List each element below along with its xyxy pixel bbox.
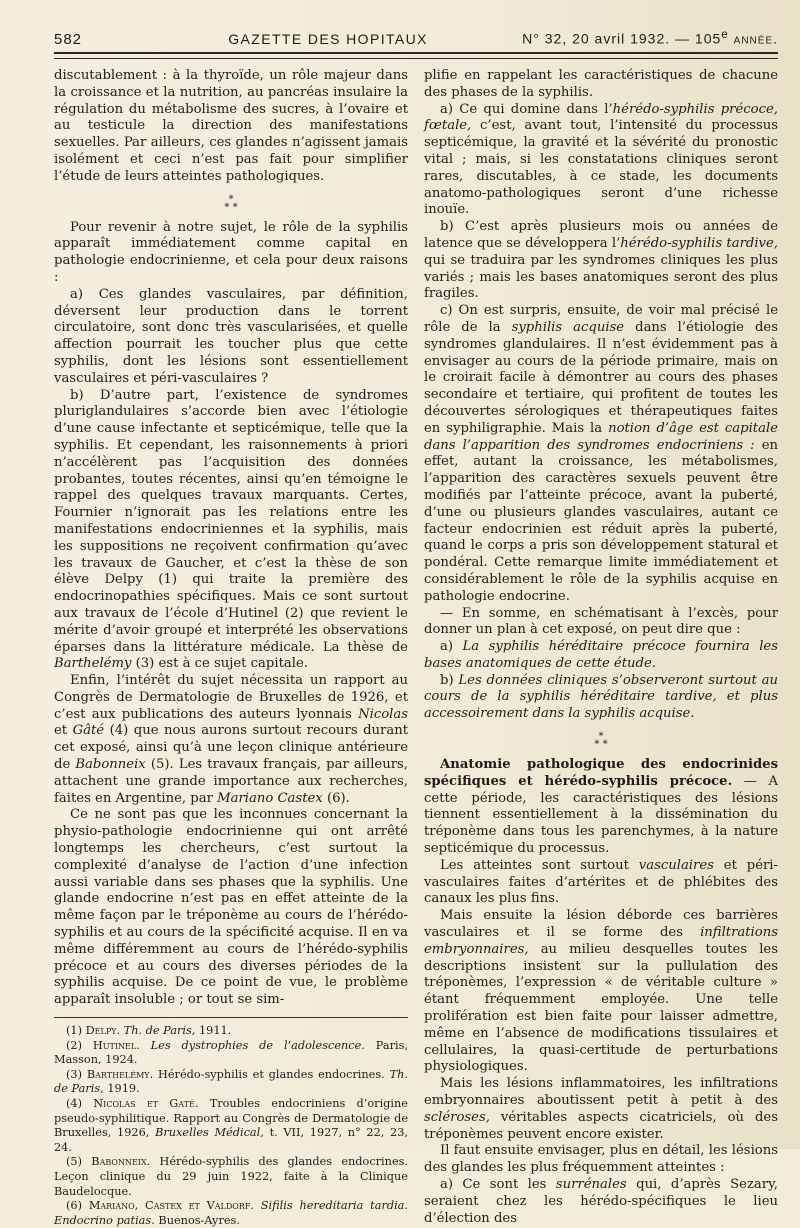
paragraph: Mais ensuite la lésion déborde ces barrières vasculaires et il se forme des infiltrations embryonnaires, au milieu desquelles toutes les descriptions insistent sur la pullulation des tréponèmes, l’expression « de véritable culture » étant fréquemment employée. Une telle prolifération est bien faite pour laisser admettre, même en l’absence de modifications tissulaires et cellulaires, la quasi-certitude de perturbations physiologiques.: [424, 908, 778, 1075]
section-separator: * * *: [594, 731, 608, 751]
journal-title: GAZETTE DES HOPITAUX: [228, 30, 428, 47]
left-column: [54, 68, 409, 1227]
footnote: (1) Delpy. Th. de Paris, 1911.: [66, 1024, 232, 1038]
section-separator: * * *: [224, 193, 238, 213]
footnote: (6) Mariano, Castex et Valdorf. Sifilis hereditaria tardia. Endocrino patias. Buenos-Ayres.: [54, 1199, 409, 1227]
right-column: [424, 68, 778, 1226]
paragraph: discutablement : à la thyroïde, un rôle majeur dans la croissance et la nutrition, au pancréas insulaire la régulation du métabolisme des sucres, à l’ovaire et au testicule la direction des manifestations sexuelles. Par ailleurs, ces glandes n’agissent jamais isolément et ceci n’est pas fait pour simplifier l’étude de leurs atteintes pathologiques.: [54, 68, 408, 184]
header-rule: [54, 52, 778, 54]
paragraph: Enfin, l’intérêt du sujet nécessita un rapport au Congrès de Dermatologie de Bruxelles de 1926, et c’est aux publications des auteurs lyonnais Nicolas et Gâté (4) que nous aurons surtout recours durant cet exposé, ainsi qu’à une leçon clinique antérieure de Babonneix (5). Les travaux français, par ailleurs, attachent une grande importance aux recherches, faites en Argentine, par Mariano Castex (6).: [54, 673, 408, 806]
paragraph: Pour revenir à notre sujet, le rôle de la syphilis apparaît immédiatement comme capital en pathologie endocrinienne, et cela pour deux raisons :: [54, 219, 408, 285]
footnote: (3) Barthelémy. Hérédo-syphilis et glandes endocrines. Th. de Paris, 1919.: [54, 1067, 408, 1096]
page-number: 582: [54, 30, 83, 48]
footnote: (4) Nicolas et Gaté. Troubles endocriniens d’origine pseudo-syphilitique. Rapport au Congrès de Dermatologie de Bruxelles, 1926, Bruxelles Médical, t. VII, 1927, n° 22, 23, 24.: [54, 1097, 409, 1154]
issue-info: N° 32, 20 avril 1932. — 105e année.: [522, 28, 778, 47]
footnote: (2) Hutinel. Les dystrophies de l’adolescence. Paris, Masson, 1924.: [54, 1038, 409, 1067]
footnote-rule: [54, 1017, 408, 1018]
paragraph: Ce ne sont pas que les inconnues concernant la physio-pathologie endocrinienne qui ont arrêté longtemps les chercheurs, c’est surtout la complexité d’analyse de l’action d’une infection aussi variable dans ses phases que la syphilis. Une glande endocrine n’est pas en effet atteinte de la même façon par le tréponème au cours de l’hérédo-syphilis et au cours de la spécificité acquise. Il en va même différemment au cours de l’hérédo-syphilis précoce et au cours des diverses périodes de la syphilis acquise. De ce point de vue, le problème apparaît insoluble ; or tout se sim-: [54, 807, 408, 1008]
paragraph: a) Ce sont les surrénales qui, d’après Sezary, seraient chez les hérédo-spécifiques le lieu d’élection des: [424, 1177, 778, 1226]
section-title: Anatomie pathologique des endocrinides spécifiques et hérédo-syphilis précoce.: [424, 757, 778, 789]
paragraph: Il faut ensuite envisager, plus en détail, les lésions des glandes les plus fréquemment atteintes :: [424, 1143, 778, 1176]
header-rule-thin: [54, 58, 778, 59]
section-paragraph: Anatomie pathologique des endocrinides spécifiques et hérédo-syphilis précoce. — A cette période, les caractéristiques des lésions tiennent essentiellement à la dissémination du tréponème dans tous les parenchymes, à la nature septicémique du processus.: [424, 757, 778, 857]
running-header: [54, 28, 778, 48]
paragraph: a) La syphilis héréditaire précoce fournira les bases anatomiques de cette étude.: [424, 639, 778, 671]
paragraph: plifie en rappelant les caractéristiques de chacune des phases de la syphilis.: [424, 68, 778, 100]
paragraph: — En somme, en schématisant à l’excès, pour donner un plan à cet exposé, on peut dire que :: [424, 605, 778, 638]
article-columns: [54, 68, 778, 1227]
paragraph: c) On est surpris, ensuite, de voir mal précisé le rôle de la syphilis acquise dans l’étiologie des syndromes glandulaires. Il n’est évidemment pas à envisager au cours de la période primaire, mais on le croirait facile à démontrer au cours des phases secondaire et tertiaire, qui profitent de toutes les découvertes sérologiques et thérapeutiques faites en syphiligraphie. Mais la notion d’âge est capitale dans l’apparition des syndromes endocriniens : en effet, autant la croissance, les métabolismes, l’apparition des caractères sexuels peuvent être modifiés par l’atteinte précoce, avant la puberté, d’une ou plusieurs glandes vasculaires, autant ce facteur endocrinien est réduit après la puberté, quand le corps a pris son développement statural et pondéral. Cette remarque limite immédiatement et considérablement le rôle de la syphilis acquise en pathologie endocrine.: [424, 303, 778, 604]
footnotes: [54, 1024, 408, 1228]
paragraph: Mais les lésions inflammatoires, les infiltrations embryonnaires aboutissent petit à petit à des scléroses, véritables aspects cicatriciels, où des tréponèmes peuvent encore exister.: [424, 1076, 778, 1142]
paragraph: a) Ces glandes vasculaires, par définition, déversent leur production dans le torrent circulatoire, sont donc très vascularisées, et quelle affection pourrait les toucher plus que cette syphilis, dont les lésions sont essentiellement vasculaires et péri-vasculaires ?: [54, 286, 408, 386]
paragraph: a) Ce qui domine dans l’hérédo-syphilis précoce, fœtale, c’est, avant tout, l’intensité du processus septicémique, la gravité et la sévérité du pronostic vital ; mais, si les constatations cliniques seront rares, discutables, à ce stade, les documents anatomo-pathologiques seront d’une richesse inouïe.: [424, 101, 778, 218]
paragraph: Les atteintes sont surtout vasculaires et péri-vasculaires faites d’artérites et de phlébites des canaux les plus fins.: [424, 857, 778, 907]
paragraph: b) Les données cliniques s’observeront surtout au cours de la syphilis héréditaire tardive, et plus accessoirement dans la syphilis acquise.: [424, 672, 778, 722]
paragraph: b) C’est après plusieurs mois ou années de latence que se développera l’hérédo-syphilis tardive, qui se traduira par les syndromes cliniques les plus variés ; mais les bases anatomiques seront des plus fragiles.: [424, 219, 778, 302]
footnote: (5) Babonneix. Hérédo-syphilis des glandes endocrines. Leçon clinique du 29 juin 1922, faite à la Clinique Baudelocque.: [54, 1155, 409, 1198]
paragraph: b) D’autre part, l’existence de syndromes pluriglandulaires s’accorde bien avec l’étiologie d’une cause infectante et septicémique, telle que la syphilis. Et cependant, les raisonnements à priori n’accélèrent pas l’acquisition des données probantes, toutes récentes, ainsi qu’en témoigne le rappel des quelques travaux marquants. Certes, Fournier n’ignorait pas les relations entre les manifestations endocriniennes et la syphilis, mais les suppositions ne reçoivent confirmation qu’avec les travaux de Gaucher, et c’est la thèse de son élève Delpy (1) qui traite la première des endocrinopathies spécifiques. Mais ce sont surtout aux travaux de l’école d’Hutinel (2) que revient le mérite d’avoir groupé et interprété les observations éparses dans la littérature médicale. La thèse de Barthelémy (3) est à ce sujet capitale.: [54, 387, 408, 672]
